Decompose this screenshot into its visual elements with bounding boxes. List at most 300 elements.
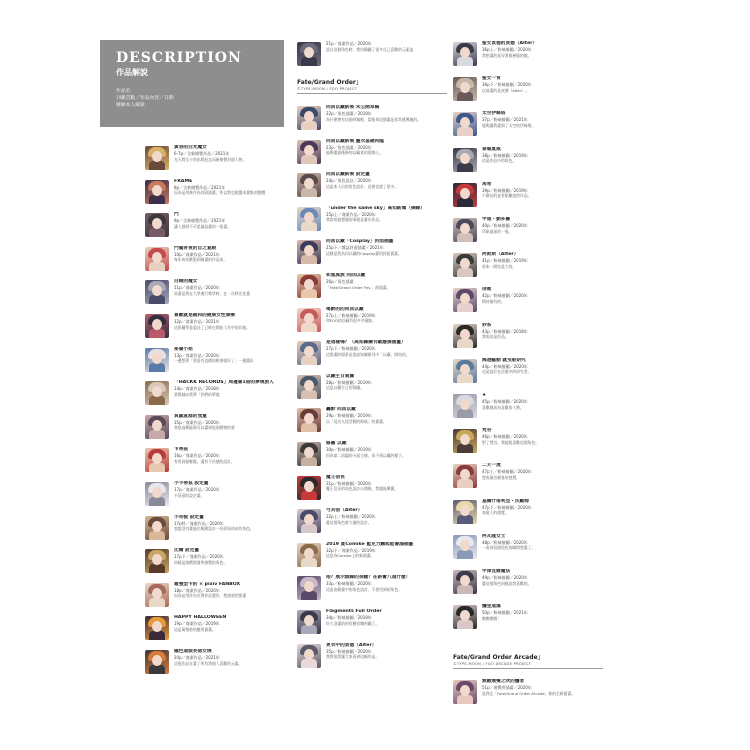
thumbnail-face: [460, 540, 470, 551]
thumbnail-body: [457, 233, 473, 242]
thumbnail-body: [301, 524, 317, 533]
thumbnail-body: [149, 598, 165, 607]
thumbnail-body: [149, 463, 165, 472]
thumbnail-body: [301, 457, 317, 466]
thumbnail-body: [301, 558, 317, 567]
entry-description: 原本一開始是大的。: [482, 263, 517, 269]
entry-title: 阿斯斯（Alter）: [482, 252, 519, 258]
entry-text: [326, 475, 448, 492]
entry-meta: 34p／粉絲繪圖／2019年: [326, 615, 372, 620]
entry-meta: 43p／粉絲繪圖／2018年: [482, 328, 528, 334]
artwork-thumbnail: [297, 274, 321, 298]
section-fgo: [297, 79, 447, 94]
artwork-entry: [145, 247, 295, 275]
entry-meta: 11p／商業作品／2020年: [174, 285, 220, 291]
artwork-entry: [145, 280, 295, 308]
entry-description: 這張圖學是委託了已經在開始工作中的其他。: [174, 324, 250, 330]
entry-description: 因為是用來作為封面插畫，所以我也挑選本畫集的整體: [174, 190, 266, 196]
entry-meta: 14p／商業作品／2018年: [174, 386, 220, 392]
entry-description: 我曾很想讓大家看到這幅作品。: [326, 654, 380, 660]
thumbnail-body: [301, 255, 317, 264]
entry-text: [482, 393, 604, 410]
thumbnail-face: [304, 47, 314, 58]
entry-meta: 42p／粉絲繪圖／2020年: [482, 293, 528, 299]
artwork-entry: [297, 173, 447, 201]
entry-description: 這是設計在沙漠中的研究者。: [482, 369, 532, 375]
entry-meta: 41p／粉絲繪圖／2019年: [482, 258, 528, 264]
artwork-entry: [297, 644, 447, 672]
entry-title: 「under the same sky」高知新聞（摘錄）: [326, 205, 426, 211]
entry-description: 因為是用作為宣傳作品製作，想請要把要畫: [174, 593, 247, 599]
entry-title: 白綾的魔女: [174, 279, 198, 285]
thumbnail-body: [457, 339, 473, 348]
thumbnail-body: [301, 423, 317, 432]
entry-title: Flagments Full Order: [326, 609, 382, 614]
entry-text: [174, 212, 296, 229]
artwork-thumbnail: [145, 616, 169, 640]
thumbnail-face: [304, 447, 314, 458]
artwork-thumbnail: [453, 535, 477, 559]
artwork-entry: [145, 616, 295, 644]
entry-title: 二天一流: [482, 463, 501, 469]
entry-description: 一看到這個角色的瞬間想畫了。: [482, 545, 536, 551]
artwork-thumbnail: [453, 680, 477, 704]
artwork-thumbnail: [297, 240, 321, 264]
artwork-thumbnail: [145, 583, 169, 607]
thumbnail-body: [301, 491, 317, 500]
entry-description: 因為第二再臨的卡面立繪，看不到以藏的樣子。: [326, 452, 406, 458]
entry-text: [326, 172, 448, 189]
artwork-thumbnail: [453, 42, 477, 66]
section-rule: [453, 668, 603, 669]
entry-meta: 18p／商業作品／2020年: [174, 587, 220, 593]
entry-description: 和FGO的以藏有很多共通點。: [326, 318, 376, 324]
entry-text: [174, 615, 296, 632]
artwork-entry: [145, 448, 295, 476]
thumbnail-body: [457, 268, 473, 277]
artwork-entry: [297, 140, 447, 168]
thumbnail-body: [457, 515, 473, 524]
entry-meta: 10p／商業作品／2021年: [174, 251, 220, 257]
entry-title: 最強型卡的 × pixiv FANBOX: [174, 581, 241, 587]
thumbnail-body: [457, 198, 473, 207]
entry-title: ★: [482, 393, 487, 398]
artwork-entry: [297, 576, 447, 604]
artwork-thumbnail: [453, 394, 477, 418]
thumbnail-face: [152, 151, 162, 162]
entry-text: [482, 534, 604, 551]
entry-description: 畫這個角色同樣是我喜歡的。: [482, 580, 532, 586]
entry-meta: 46p／粉絲繪圖／2020年: [482, 434, 528, 440]
entry-title: 同回以藏新裝 未公開草稿: [326, 105, 380, 110]
artwork-entry: [453, 324, 603, 352]
artwork-thumbnail: [453, 218, 477, 242]
entry-title: 以藏生日賀圖: [326, 373, 355, 379]
entry-text: [326, 609, 448, 626]
entry-text: [482, 323, 604, 340]
artwork-thumbnail: [145, 348, 169, 372]
thumbnail-face: [152, 655, 162, 666]
thumbnail-face: [460, 223, 470, 234]
thumbnail-body: [457, 444, 473, 453]
entry-description: 嗷嗷嗷嗷！: [482, 615, 501, 621]
entry-title: 咱？展示無錄的奈馳？在新蕾八遠什麼！: [326, 575, 411, 581]
thumbnail-body: [301, 188, 317, 197]
entry-text: [326, 273, 448, 290]
entry-description: 這張畫的場景是從高知縣報刊中「以藏」開始的。: [326, 351, 410, 357]
artwork-thumbnail: [297, 509, 321, 533]
artwork-thumbnail: [297, 106, 321, 130]
entry-title: 弓兵信（Alter）: [326, 508, 363, 514]
thumbnail-body: [149, 531, 165, 540]
entry-title: 瀰里道滿: [482, 604, 501, 610]
entry-meta: 39p／粉絲繪圖／2019年: [482, 187, 528, 193]
thumbnail-face: [460, 188, 470, 199]
thumbnail-body: [301, 289, 317, 298]
entry-description: 想表現出劍客的感覺。: [482, 474, 520, 480]
thumbnail-body: [149, 262, 165, 271]
entry-text: [326, 139, 448, 156]
entry-title: 基爾什塔利亞・沃戴姆: [482, 498, 529, 504]
description-subtitle: 作品解說: [116, 68, 148, 77]
thumbnail-body: [301, 323, 317, 332]
entry-description: 同樣是遊戲開發所繪製的角色。: [174, 559, 228, 565]
artwork-entry: [453, 500, 603, 528]
thumbnail-body: [149, 665, 165, 674]
artwork-thumbnail: [297, 543, 321, 567]
entry-text: [326, 374, 448, 391]
entry-meta: 35p／粉絲繪圖／2020年: [326, 648, 372, 654]
artwork-entry: [453, 288, 603, 316]
description-header: [100, 40, 284, 127]
thumbnail-body: [149, 161, 165, 170]
thumbnail-face: [304, 481, 314, 492]
thumbnail-body: [301, 155, 317, 164]
entry-meta: 27p下／粉絲繪圖／2020年: [326, 346, 376, 352]
entry-meta: 9p／全新繪製作品／2021年: [174, 218, 226, 224]
entry-meta: 29p／粉絲繪圖／2019年: [326, 413, 372, 419]
artwork-entry: [453, 218, 603, 246]
entry-text: [174, 548, 296, 565]
entry-title: 海遊騷動 就虫般研究: [482, 357, 526, 363]
artwork-thumbnail: [453, 324, 477, 348]
artwork-entry: [297, 106, 447, 134]
artwork-entry: [453, 77, 603, 105]
entry-text: [326, 441, 448, 458]
artwork-thumbnail: [453, 148, 477, 172]
artwork-thumbnail: [453, 464, 477, 488]
entry-meta: 32p下／商業作品／2019年: [326, 547, 376, 553]
entry-description: 以「這次九段活動的時候」的插畫。: [326, 418, 387, 424]
artwork-entry: [453, 183, 603, 211]
artwork-entry: [297, 408, 447, 436]
entry-title: 「HACKK RECORDS」周邊書1冊的夢境旅人: [174, 380, 274, 386]
entry-meta: 25p下／雜誌封面插畫／2021年: [326, 245, 384, 251]
entry-meta: 17p特／商業作品／2020年: [174, 520, 224, 526]
thumbnail-body: [457, 303, 473, 312]
entry-title: 2019 夏Comike 藍克力鐵匙能書鴻插畫: [326, 541, 414, 547]
artwork-entry: [453, 680, 603, 708]
entry-text: [326, 340, 448, 357]
thumbnail-face: [304, 145, 314, 156]
entry-title: 俳姬: [482, 287, 492, 293]
entry-text: [482, 252, 604, 269]
entry-text: [482, 111, 604, 128]
entry-title: 門: [174, 212, 179, 218]
entry-meta: 27p上／粉絲繪圖／2019年: [326, 312, 376, 318]
thumbnail-body: [457, 695, 473, 704]
section-title: Fate/Grand Order」: [297, 79, 362, 86]
section-title: Fate/Grand Order Arcade」: [453, 654, 544, 661]
artwork-entry: [453, 429, 603, 457]
artwork-entry: [453, 253, 603, 281]
artwork-entry: [297, 341, 447, 369]
entry-meta: 47p上／粉絲繪圖／2020年: [482, 469, 532, 475]
entry-description: 以前畫的是貞德（Alter）。: [482, 87, 530, 93]
artwork-entry: [297, 543, 447, 571]
legend-line: 作品名: [116, 89, 131, 94]
thumbnail-body: [301, 625, 317, 634]
thumbnail-body: [301, 356, 317, 365]
artwork-entry: [297, 509, 447, 537]
section-rule: [297, 93, 447, 94]
thumbnail-body: [149, 430, 165, 439]
thumbnail-face: [152, 252, 162, 263]
thumbnail-face: [152, 420, 162, 431]
artwork-thumbnail: [453, 359, 477, 383]
thumbnail-body: [149, 631, 165, 640]
thumbnail-face: [304, 111, 314, 122]
entry-description: 畫這個角色時大量的設計。: [326, 519, 372, 525]
thumbnail-face: [460, 329, 470, 340]
artwork-thumbnail: [297, 408, 321, 432]
entry-description: 魔王信長的角色設計公開後，我超級興奮。: [326, 486, 399, 492]
thumbnail-face: [152, 487, 162, 498]
artwork-thumbnail: [297, 610, 321, 634]
section-copyright: ©TYPE-MOON / FGO ARCADE PROJECT: [453, 662, 532, 666]
entry-meta: 17p／商業作品／2020年: [174, 487, 220, 492]
thumbnail-face: [304, 548, 314, 559]
artwork-thumbnail: [145, 650, 169, 674]
entry-text: [482, 679, 604, 696]
thumbnail-body: [457, 92, 473, 101]
thumbnail-body: [301, 121, 317, 130]
artwork-entry: [453, 535, 603, 563]
entry-text: [482, 182, 604, 199]
artwork-thumbnail: [453, 112, 477, 136]
artwork-entry: [145, 516, 295, 544]
entry-text: [326, 41, 448, 52]
entry-title: 小卡蒂茲 設定畫: [174, 481, 209, 486]
thumbnail-body: [457, 585, 473, 594]
entry-description: 期待量有的。: [482, 298, 505, 304]
artwork-entry: [453, 148, 603, 176]
entry-meta: 17p下／商業作品／2020年: [174, 554, 224, 560]
entry-title: 太空伊絲塔: [482, 111, 506, 117]
entry-meta: 44p／粉絲繪圖／2020年: [482, 363, 528, 369]
artwork-thumbnail: [297, 644, 321, 668]
artwork-entry: [145, 180, 295, 208]
artwork-thumbnail: [453, 253, 477, 277]
entry-text: [326, 206, 448, 223]
artwork-thumbnail: [145, 247, 169, 271]
artwork-entry: [297, 442, 447, 470]
entry-meta: 47p下／粉絲繪圖／2020年: [482, 504, 532, 510]
entry-text: [326, 508, 448, 525]
artwork-thumbnail: [297, 576, 321, 600]
section-copyright: ©TYPE-MOON / FGO PROJECT: [297, 87, 358, 91]
thumbnail-face: [304, 649, 314, 660]
entry-text: [174, 447, 296, 464]
thumbnail-face: [304, 313, 314, 324]
entry-description: 這是作品中的角色。: [482, 158, 517, 164]
thumbnail-body: [149, 564, 165, 573]
entry-meta: 33p／粉絲繪圖／2020年: [326, 581, 372, 587]
entry-meta: 23p／角色插畫／2020年: [326, 144, 372, 150]
artwork-thumbnail: [453, 288, 477, 312]
artwork-thumbnail: [145, 381, 169, 405]
entry-title: FRAME: [174, 178, 193, 184]
thumbnail-body: [149, 363, 165, 372]
thumbnail-face: [152, 588, 162, 599]
entry-title: 和風異族 同回以藏: [326, 273, 366, 278]
entry-text: [174, 145, 296, 162]
thumbnail-face: [460, 364, 470, 375]
entry-text: [326, 239, 448, 256]
entry-text: [174, 313, 296, 330]
entry-description: 我的這是作品。: [482, 334, 509, 340]
artwork-entry: [145, 549, 295, 577]
entry-title: 宇迦・劉多羅: [482, 217, 511, 222]
entry-description: 能夠讓我畫到了太空的伊絲塔。: [482, 122, 536, 128]
artwork-thumbnail: [297, 442, 321, 466]
entry-text: [482, 358, 604, 375]
thumbnail-body: [457, 127, 473, 136]
thumbnail-face: [460, 47, 470, 58]
entry-meta: 25p上／商業作品／2020年: [326, 211, 376, 217]
entry-text: [174, 279, 296, 296]
thumbnail-body: [301, 591, 317, 600]
thumbnail-face: [460, 399, 470, 410]
entry-text: [174, 515, 296, 532]
artwork-thumbnail: [145, 415, 169, 439]
artwork-thumbnail: [297, 375, 321, 399]
entry-description: 表現人的感覺。: [482, 510, 509, 516]
artwork-thumbnail: [453, 77, 477, 101]
artwork-entry: [453, 605, 603, 633]
artwork-thumbnail: [297, 207, 321, 231]
entry-meta: 22p／角色插畫／2019年: [326, 111, 372, 116]
entry-description: 每年的年獸版到繪畫的作品本。: [174, 257, 228, 263]
entry-text: [482, 499, 604, 516]
artwork-entry: [297, 610, 447, 638]
entry-meta: 13p／商業作品／2020年: [174, 352, 220, 358]
artwork-entry: [453, 570, 603, 598]
entry-description: 印象最深的一張。: [482, 228, 513, 234]
entry-title: 冥誕宴群的食重: [174, 413, 207, 419]
entry-description: 這是本人出的角色設計，這裡也說了很多。: [326, 183, 399, 189]
artwork-thumbnail: [145, 314, 169, 338]
entry-description: 這是以藏生日的賀圖。: [326, 385, 364, 391]
entry-text: [174, 380, 296, 397]
entry-text: [482, 217, 604, 234]
artwork-entry: [145, 583, 295, 611]
thumbnail-face: [304, 380, 314, 391]
entry-text: [482, 41, 604, 58]
artwork-entry: [453, 42, 603, 70]
thumbnail-face: [460, 505, 470, 516]
entry-text: [326, 643, 448, 660]
artwork-thumbnail: [145, 549, 169, 573]
entry-description: 這樣是我為回以藏的Cosplay畫的封面插畫。: [326, 250, 402, 256]
artwork-thumbnail: [453, 500, 477, 524]
artwork-thumbnail: [145, 448, 169, 472]
entry-text: [482, 604, 604, 621]
artwork-entry: [145, 381, 295, 409]
artwork-thumbnail: [453, 429, 477, 453]
entry-title: 卡蒂茲: [174, 447, 189, 453]
thumbnail-body: [149, 396, 165, 405]
artwork-entry: [297, 274, 447, 302]
entry-meta: 26p／角色插畫: [326, 279, 354, 284]
thumbnail-body: [149, 228, 165, 237]
entry-text: [326, 307, 448, 324]
thumbnail-face: [460, 685, 470, 696]
entry-text: [326, 407, 448, 424]
entry-title: 宇津見緣魔法: [482, 569, 511, 574]
legend-line: 刊載頁數／作品內容／日期: [116, 96, 174, 101]
artwork-thumbnail: [453, 183, 477, 207]
entry-description: 好久沒畫前的有聽音樂的圖了。: [326, 620, 380, 626]
entry-meta: 40p／粉絲繪圖／2020年: [482, 223, 528, 228]
entry-meta: 8p／全新繪製作品／2021年: [174, 184, 226, 190]
entry-description: 這張作品在畫了所有我個人喜歡的元素。: [174, 660, 243, 666]
entry-description: 是我在「Fate/Grand Order Arcade」新的全新插畫。: [482, 690, 575, 696]
thumbnail-body: [149, 329, 165, 338]
entry-description: 想說沒有畫過比較紙設計一份原始紡布的角色。: [174, 526, 254, 532]
entry-description: 我想畫的是穿著服務服的她。: [482, 52, 532, 58]
entry-meta: 36p下／粉絲繪圖／2020年: [482, 82, 532, 88]
artwork-entry: [145, 650, 295, 678]
entry-meta: 37p／粉絲繪圖／2021年: [482, 117, 528, 123]
description-title: DESCRIPTION: [116, 50, 242, 66]
entry-meta: 12p／商業作品／2021年: [174, 319, 220, 324]
thumbnail-body: [457, 374, 473, 383]
entry-description: 原畫是我在大學進行教學時，在一次時光化畫: [174, 290, 250, 296]
thumbnail-face: [460, 575, 470, 586]
entry-description: 一邊想著「要是有這樣的秘書就好了」一邊畫出: [174, 358, 254, 364]
artwork-thumbnail: [145, 516, 169, 540]
entry-description: 這是為Comike上的新插畫。: [326, 553, 375, 559]
thumbnail-body: [301, 222, 317, 231]
artwork-thumbnail: [297, 308, 321, 332]
entry-meta: 51p／遊戲用插畫／2020年: [482, 685, 532, 690]
artwork-entry: [453, 394, 603, 422]
entry-meta: 28p／粉絲繪圖／2019年: [326, 379, 372, 385]
artwork-thumbnail: [297, 341, 321, 365]
artwork-thumbnail: [145, 482, 169, 506]
entry-text: [482, 147, 604, 164]
entry-description: 設計這個角色時，我用構圖了很多自己喜歡的元素造: [326, 46, 414, 52]
entry-text: [174, 414, 296, 431]
artwork-thumbnail: [145, 213, 169, 237]
entry-description: 能夠畫最後修的以藏真的很開心。: [326, 150, 383, 156]
entry-title: 轟酔 同回以藏: [326, 407, 356, 413]
artwork-entry: [297, 207, 447, 235]
entry-text: [326, 575, 448, 592]
artwork-entry: [453, 464, 603, 492]
artwork-thumbnail: [453, 605, 477, 629]
